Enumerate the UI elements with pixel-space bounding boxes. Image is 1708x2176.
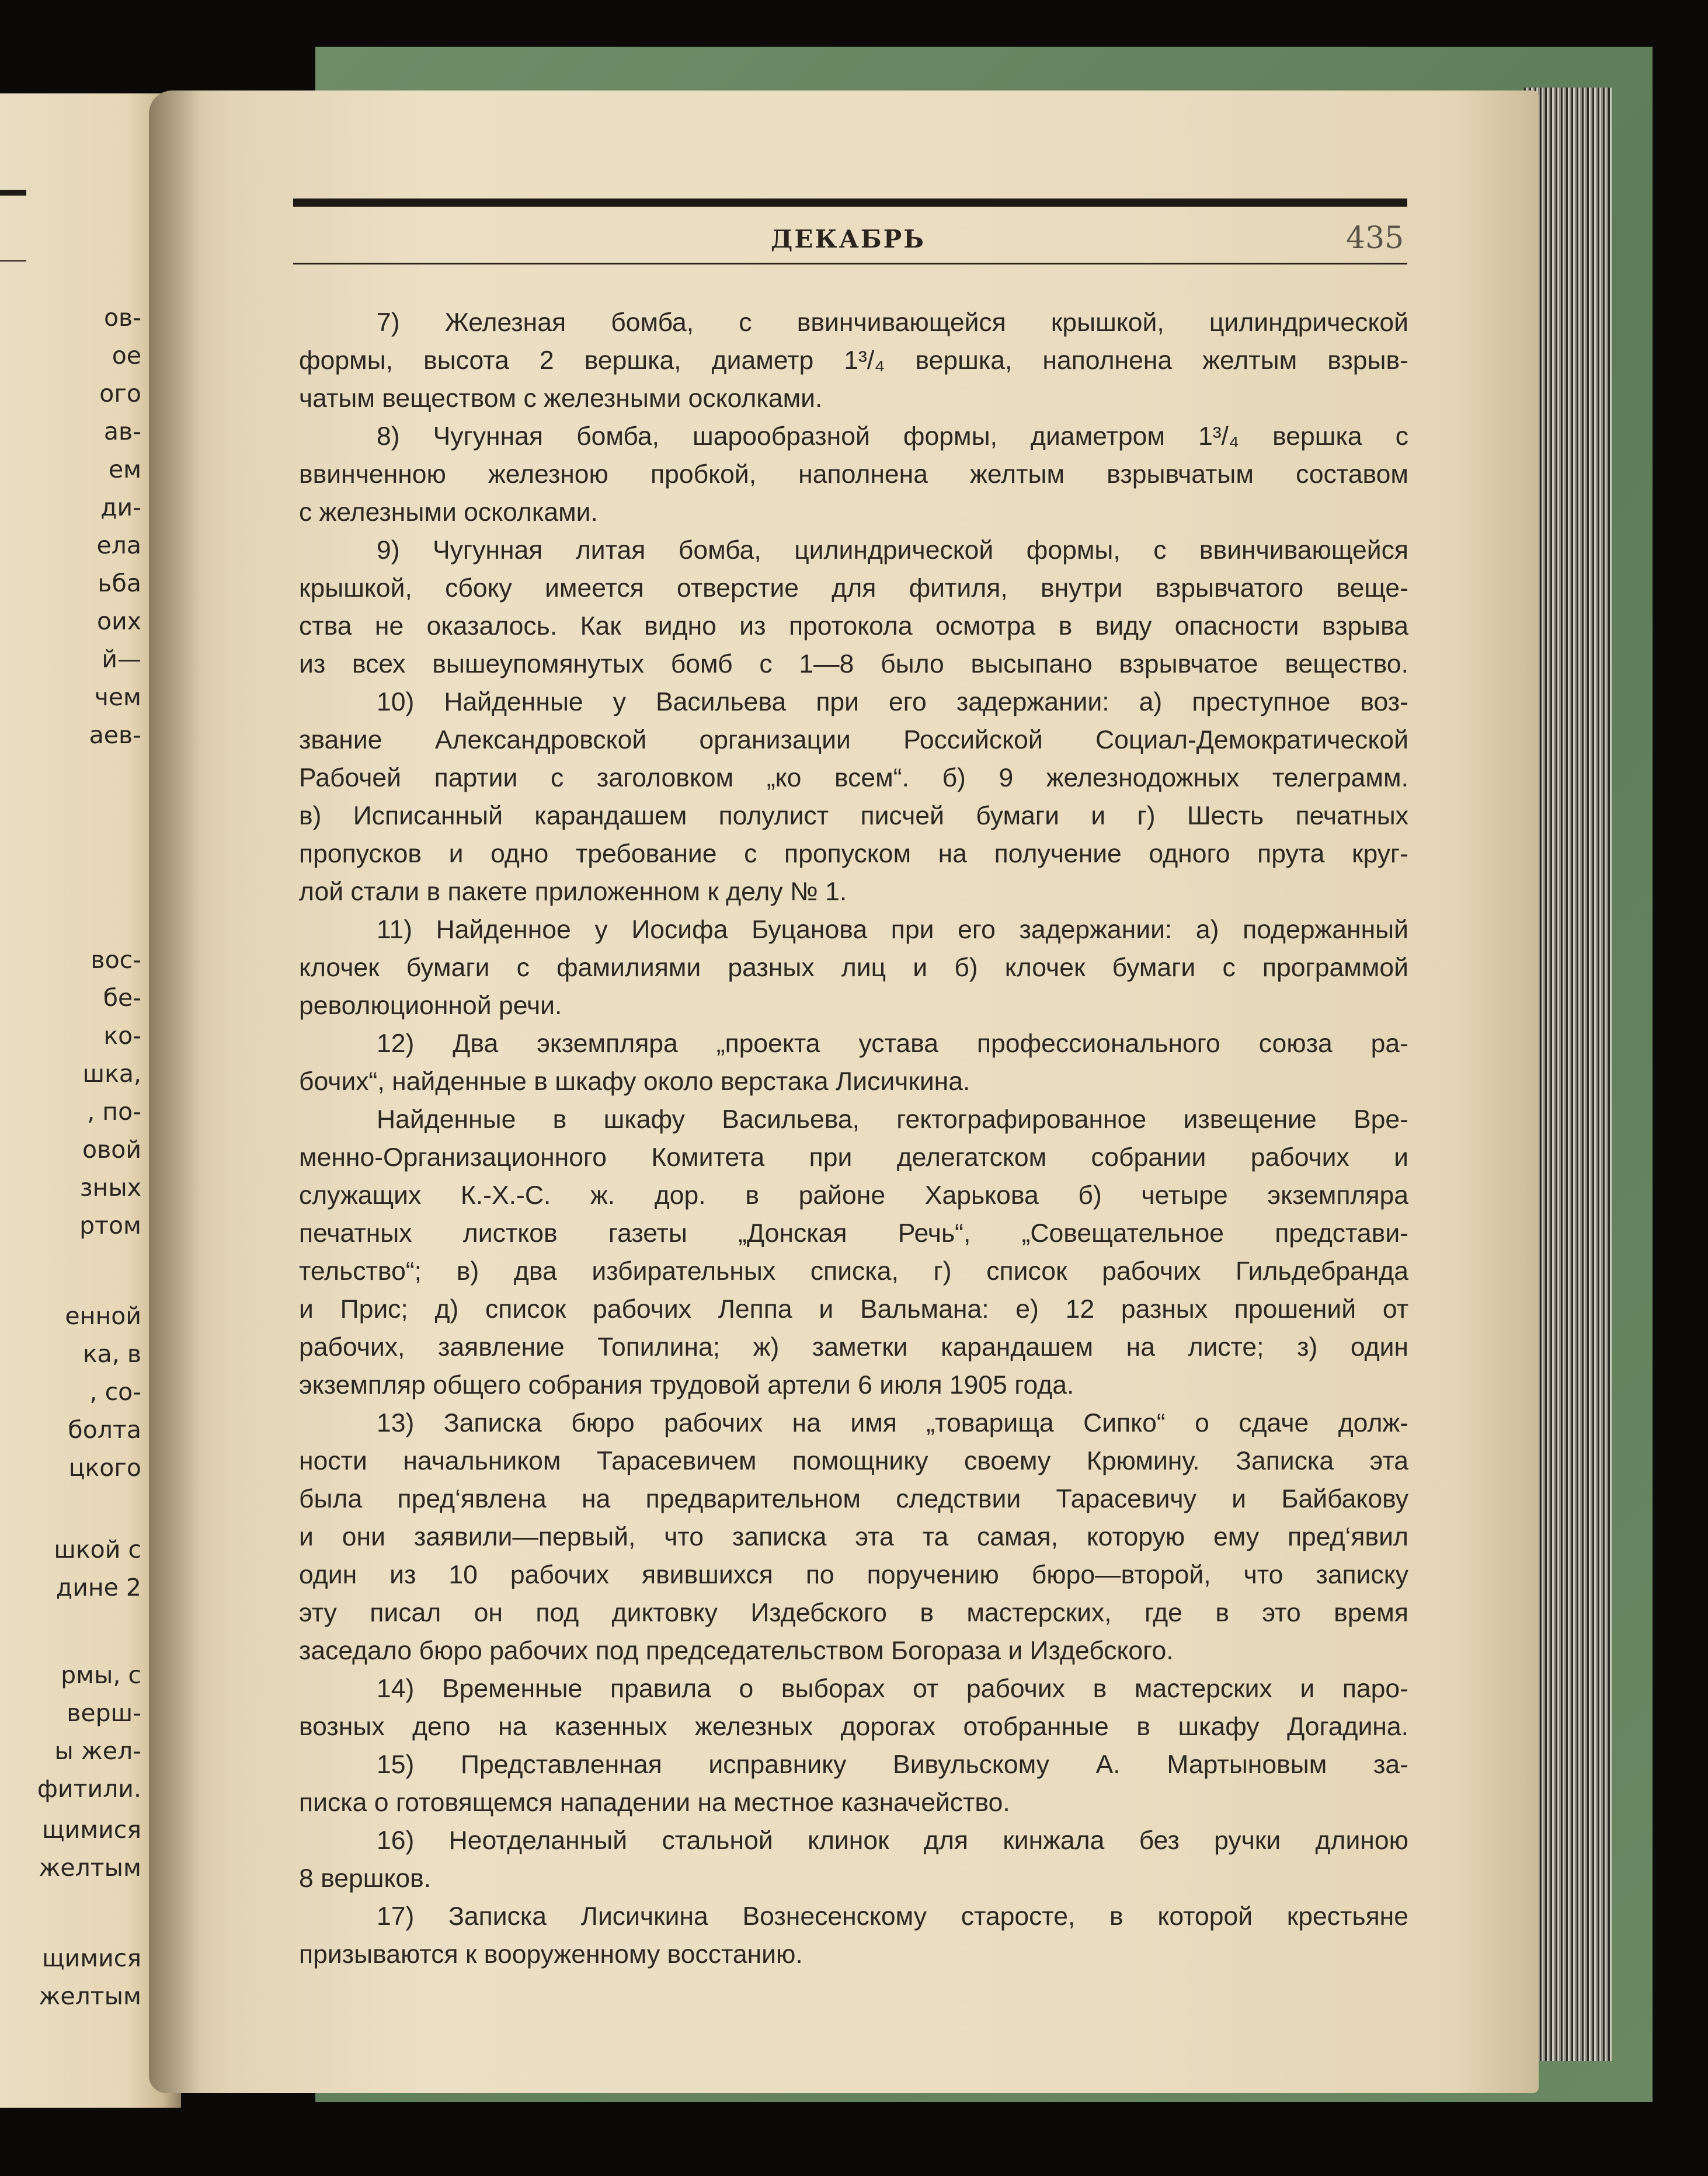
left-fragment: ртом (79, 1211, 141, 1240)
left-fragment: ди- (100, 493, 141, 521)
text-line: клочек бумаги с фамилиями разных лиц и б) клочек бумаги с программой (299, 953, 1408, 982)
text-line: 11) Найденное у Иосифа Буцанова при его задержании: а) подержанный (377, 915, 1408, 944)
left-fragment: цкого (68, 1454, 141, 1482)
left-fragment: ое (112, 342, 141, 370)
left-fragment: щимися (41, 1816, 141, 1844)
text-line: 9) Чугунная литая бомба, цилиндрической формы, с ввинчивающейся (377, 536, 1408, 565)
left-fragment: аев- (89, 721, 141, 749)
left-fragment: чем (94, 683, 141, 711)
spine-shadow (149, 90, 201, 2093)
left-fragment: , по- (87, 1098, 141, 1126)
text-line: ства не оказалось. Как видно из протокола осмотра в виду опасности взрыва (299, 612, 1408, 640)
left-fragment: й— (102, 645, 141, 673)
text-line: менно-Организационного Комитета при делегатском собрании рабочих и (299, 1143, 1408, 1172)
text-line: один из 10 рабочих явившихся по поручению бюро—второй, что записку (299, 1561, 1408, 1589)
left-fragment: ав- (103, 417, 141, 445)
text-line: формы, высота 2 вершка, диаметр 1³/₄ вершка, наполнена желтым взрыв- (299, 346, 1408, 375)
left-fragment: болта (68, 1416, 141, 1444)
text-line: 7) Железная бомба, с ввинчивающейся крышкой, цилиндрической (377, 308, 1408, 337)
text-line: чатым веществом с железными осколками. (299, 384, 823, 413)
left-fragment: вос- (91, 946, 141, 974)
left-fragment: верш- (67, 1699, 141, 1727)
text-line: была пред‘явлена на предварительном следствии Тарасевичу и Байбакову (299, 1485, 1408, 1513)
text-line: звание Александровской организации Российской Социал-Демократической (299, 726, 1408, 754)
text-line: 16) Неотделанный стальной клинок для кинжала без ручки длиною (377, 1826, 1408, 1855)
text-line: возных депо на казенных железных дорогах отобранные в шкафу Догадина. (299, 1712, 1408, 1741)
text-line: 10) Найденные у Васильева при его задержании: а) преступное воз- (377, 688, 1408, 716)
text-line: экземпляр общего собрания трудовой артели 6 июля 1905 года. (299, 1371, 1074, 1399)
left-fragment: ка, в (82, 1340, 141, 1368)
left-fragment: , со- (89, 1378, 141, 1406)
left-fragment: ела (96, 531, 141, 559)
text-line: заседало бюро рабочих под председательством Богораза и Издебского. (299, 1637, 1174, 1665)
text-line: тельство“; в) два избирательных списка, г) список рабочих Гильдебранда (299, 1257, 1408, 1286)
text-line: революционной речи. (299, 991, 562, 1020)
text-line: писка о готовящемся нападении на местное казначейство. (299, 1788, 1010, 1817)
text-line: 12) Два экземпляра „проекта устава профессионального союза ра- (377, 1029, 1408, 1058)
left-fragment: рмы, с (61, 1661, 141, 1689)
text-line: и Прис; д) список рабочих Леппа и Вальмана: е) 12 разных прошений от (299, 1295, 1408, 1324)
text-line: 8 вершков. (299, 1864, 432, 1893)
text-line: рабочих, заявление Топилина; ж) заметки карандашем на листе; з) один (299, 1333, 1408, 1362)
left-fragment: шкой с (54, 1536, 141, 1564)
text-line: и они заявили—первый, что записка эта та самая, которую ему пред‘явил (299, 1523, 1408, 1551)
left-fragment: оих (97, 607, 141, 635)
header-thin-rule (293, 263, 1407, 264)
left-fragment: зных (79, 1174, 141, 1202)
running-head: ДЕКАБРЬ (771, 225, 926, 253)
left-fragment: бе- (103, 984, 141, 1012)
left-fragment: щимися (41, 1944, 141, 1972)
left-page-thin-rule (0, 260, 26, 262)
left-fragment: ьба (98, 569, 141, 597)
text-line: 17) Записка Лисичкина Вознесенскому старосте, в которой крестьяне (377, 1902, 1408, 1931)
text-line: 14) Временные правила о выборах от рабочих в мастерских и паро- (377, 1674, 1408, 1703)
text-line: с железными осколками. (299, 498, 598, 527)
text-line: призываются к вооруженному восстанию. (299, 1940, 803, 1969)
header-thick-rule (293, 199, 1407, 207)
left-page-header-rule (0, 190, 26, 196)
left-fragment: желтым (39, 1854, 141, 1882)
text-line: ности начальником Тарасевичем помощнику своему Крюмину. Записка эта (299, 1447, 1408, 1475)
left-fragment: дине 2 (55, 1573, 141, 1601)
page-number: 435 (1346, 221, 1404, 256)
left-fragment: ов- (103, 304, 141, 332)
text-line: 13) Записка бюро рабочих на имя „товарища Сипко“ о сдаче долж- (377, 1409, 1408, 1437)
text-line: в) Исписанный карандашем полулист писчей бумаги и г) Шесть печатных (299, 802, 1408, 830)
text-line: ввинченною железною пробкой, наполнена желтым взрывчатым составом (299, 460, 1408, 489)
left-fragment: шка, (82, 1060, 141, 1088)
text-line: 15) Представленная исправнику Вивульскому А. Мартыновым за- (377, 1750, 1408, 1779)
left-fragment: ы жел- (54, 1737, 141, 1765)
text-line: бочих“, найденные в шкафу около верстака Лисичкина. (299, 1067, 970, 1096)
text-line: служащих К.-Х.-С. ж. дор. в районе Харькова б) четыре экземпляра (299, 1181, 1408, 1210)
text-line: Рабочей партии с заголовком „ко всем“. б) 9 железнодожных телеграмм. (299, 764, 1408, 792)
text-line: эту писал он под диктовку Издебского в мастерских, где в это время (299, 1599, 1408, 1627)
left-fragment: енной (65, 1302, 141, 1330)
left-fragment: фитили. (37, 1775, 141, 1803)
body-text (299, 304, 1408, 1973)
text-line: крышкой, сбоку имеется отверстие для фитиля, внутри взрывчатого веще- (299, 574, 1408, 603)
left-fragment: овой (82, 1136, 141, 1164)
left-fragment: ко- (103, 1022, 141, 1050)
text-line: печатных листков газеты „Донская Речь“, „Совещательное представи- (299, 1219, 1408, 1248)
text-line: из всех вышеупомянутых бомб с 1—8 было высыпано взрывчатое вещество. (299, 650, 1408, 678)
text-line: Найденные в шкафу Васильева, гектографированное извещение Вре- (377, 1105, 1408, 1134)
left-fragment: ем (108, 455, 141, 483)
text-line: пропусков и одно требование с пропуском на получение одного прута круг- (299, 840, 1408, 868)
left-fragment: ого (99, 380, 141, 408)
left-fragment: желтым (39, 1982, 141, 2010)
text-line: лой стали в пакете приложенном к делу № 1. (299, 878, 847, 906)
text-line: 8) Чугунная бомба, шарообразной формы, диаметром 1³/₄ вершка с (377, 422, 1408, 451)
